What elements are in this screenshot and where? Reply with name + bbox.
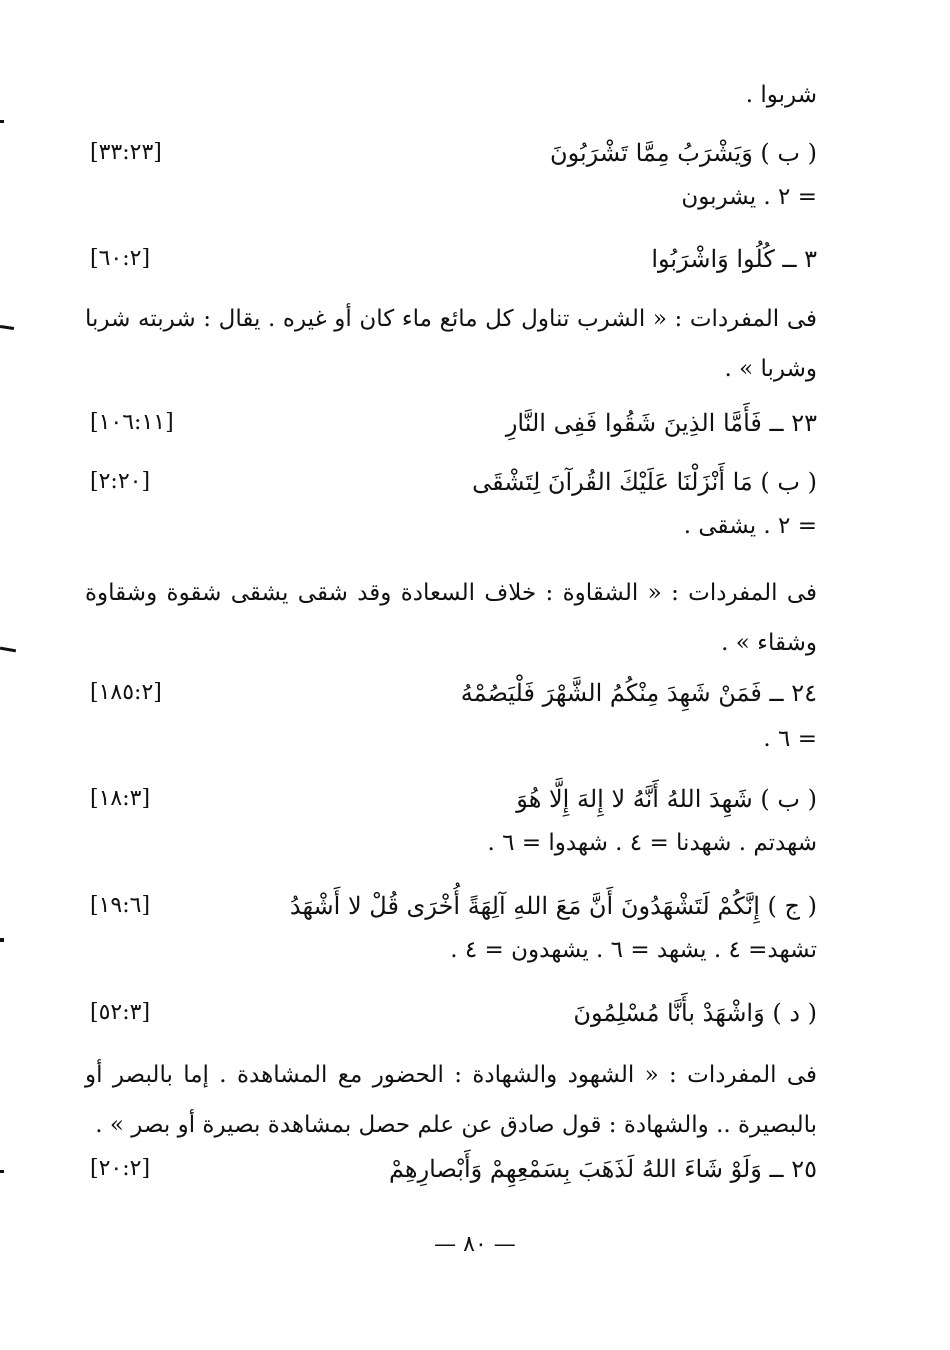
verse-reference: [١٠٦:١١] — [90, 410, 174, 435]
verse-reference: [٦٠:٢] — [90, 246, 151, 271]
scan-mark — [0, 938, 4, 942]
verse-line: ( ب ) شَهِدَ اللهُ أَنَّهُ لا إِلهَ إِلَّا هُوَ — [516, 785, 817, 813]
verse-reference: [٣٣:٢٣] — [90, 140, 162, 165]
scan-mark — [0, 325, 14, 330]
verse-line: ٢٤ ــ فَمَنْ شَهِدَ مِنْكُمُ الشَّهْرَ فَلْيَصُمْهُ — [460, 679, 817, 707]
verse-line: ( د ) وَاشْهَدْ بأَنَّا مُسْلِمُونَ — [573, 999, 817, 1027]
scan-mark — [0, 1170, 4, 1173]
text-line: = ٢ . يشقى . — [683, 513, 817, 539]
verse-reference: [١٩:٦] — [90, 893, 151, 918]
verse-line: ( ج ) إِنَّكُمْ لَتَشْهَدُونَ أَنَّ مَعَ اللهِ آلِهَةً أُخْرَى قُلْ لا أَشْهَدُ — [289, 892, 817, 920]
verse-reference: [٥٢:٣] — [90, 1000, 151, 1025]
dictionary-note: فى المفردات : « الشقاوة : خلاف السعادة وقد شقى يشقى شقوة وشقاوة وشقاء » . — [85, 580, 817, 656]
text-line: = ٦ . — [763, 726, 817, 752]
verse-line: ٢٥ ــ وَلَوْ شَاءَ اللهُ لَذَهَبَ بِسَمْعِهِمْ وَأَبْصارِهِمْ — [388, 1155, 817, 1183]
scan-mark — [0, 647, 16, 653]
verse-line: ( ب ) وَيَشْرَبُ مِمَّا تَشْرَبُونَ — [549, 139, 817, 167]
verse-reference: [١٨:٣] — [90, 786, 151, 811]
verse-reference: [٢٠:٢] — [90, 1156, 151, 1181]
verse-line: ( ب ) مَا أَنْزَلْنَا عَلَيْكَ القُرآنَ لِتَشْقَى — [472, 468, 817, 496]
page-number: — ٨٠ — — [434, 1232, 516, 1257]
dictionary-note: فى المفردات : « الشرب تناول كل مائع ماء كان أو غيره . يقال : شربته شربا وشربا » . — [85, 306, 817, 382]
text-line: = ٢ . يشربون — [681, 184, 817, 210]
text-line: تشهد= ٤ . يشهد = ٦ . يشهدون = ٤ . — [450, 937, 817, 963]
dictionary-note: فى المفردات : « الشهود والشهادة : الحضور مع المشاهدة . إما بالبصر أو بالبصيرة .. والشهادة : قول صادق عن علم حصل بمشاهدة بصيرة أو بصر » . — [85, 1062, 817, 1138]
verse-reference: [١٨٥:٢] — [90, 680, 162, 705]
verse-line: ٢٣ ــ فَأَمَّا الذِينَ شَقُوا فَفِى النَّارِ — [505, 409, 817, 437]
verse-line: ٣ ــ كُلُوا وَاشْرَبُوا — [651, 245, 817, 273]
text-line: شربوا . — [745, 82, 817, 108]
verse-reference: [٢:٢٠] — [90, 469, 151, 494]
text-line: شهدتم . شهدنا = ٤ . شهدوا = ٦ . — [487, 830, 817, 856]
scan-mark — [0, 120, 4, 123]
